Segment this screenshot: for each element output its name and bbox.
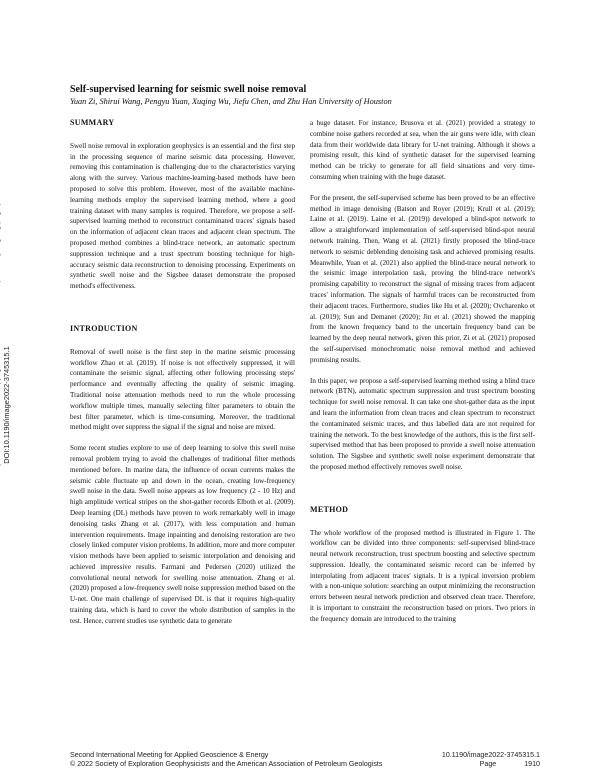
page-indicator	[480, 760, 540, 769]
intro-paragraph-2: Some recent studies explore to use of deep learning to solve this swell noise removal problem trying to avoid the challenges of traditional filter methods mentioned before. In marine data, the influence of ocean currents makes the seismic cable fluctuate up and down in the ocean, creating low-frequency swell noise in the data. Swell noise appears as low frequency (2 - 10 Hz) and high amplitude vertical stripes on the shot-gather records Elboth et al. (2009). Deep learning (DL) methods have proven to work remarkably well in image denoising tasks Zhang et al. (2017), with less computation and human intervention requirements. Image inpainting and denoising restoration are two closely linked computer vision problems. In addition, more and more computer vision methods have been applied to seismic interpolation and denoising and achieved impressive results. Farmani and Pedersen (2020) utilized the convolutional neural network for swelling noise attenuation. Zhang et al. (2020) proposed a low-frequency swell noise suppression method based on the U-net. One main challenge of supervised DL is that it requires high-quality training data, which is hard to cover the whole distribution of samples in the test. Hence, current studies use synthetic data to generate	[70, 444, 295, 625]
introduction-heading: INTRODUCTION	[70, 323, 138, 333]
method-heading: METHOD	[310, 504, 349, 514]
summary-heading: SUMMARY	[70, 118, 115, 127]
intro-paragraph-3: a huge dataset. For instance, Brusova et al. (2021) provided a strategy to combine noise gathers recorded at sea, when the air guns were idle, with clean data from their worldwide data library for U-net training. Although it shows a promising result, this kind of synthetic dataset for the supervised learning method can be tricky to generate for all field situations and very time-consuming when training with the huge dataset.	[310, 119, 535, 181]
intro-paragraph-1: Removal of swell noise is the first step in the marine seismic processing workflow Zhao et al. (2019). If noise is not effectively suppressed, it will contaminate the seismic signal, affecting other following processing steps' performance and eventually affecting the quality of seismic imaging. Traditional noise attenuation methods need to run the whole processing workflow multiple times, manually selecting filter parameters to obtain the best filter parameter, which is time-consuming. Moreover, the traditional method might over suppress the signal if the signal and noise are mixed.	[70, 347, 295, 432]
intro-paragraph-4: For the present, the self-supervised scheme has been proved to be an effective method in image denoising (Batson and Royer (2019); Krull et al. (2019); Laine et al. (2019). Laine et al. (2019)) developed a blind-spot network to allow a straightforward implementation of self-supervised blind-spot neural network training. Then, Wang et al. (2021) firstly proposed the blind-trace network to seismic deblending denoising task and achieved promising results. Meanwhile, Yuan et al. (2021) also applied the blind-trace neural network to the seismic image interpolation task, proving the blind-trace network's promising capability to reconstruct the signal of missing traces from adjacent traces' information. The signals of harmful traces can be reconstructed from their adjacent traces. Furthermore, studies like Hu et al. (2020); Ovcharenko et al. (2019); Sun and Demanet (2020); Jin et al. (2021) showed the mapping from the known frequency band to the uncertain frequency band can be learned by the deep neural network, given this prior, Zi et al. (2021) proposed the self-supervised monochromatic noise removal method and achieved promising results.	[310, 193, 535, 364]
sidebar-doi: DOI:10.1190/image2022-3745315.1	[2, 346, 11, 464]
intro-paragraph-5: In this paper, we propose a self-supervised learning method using a blind trace network (BTN), automatic spectrum suppression and trust spectrum boosting technique for swell noise removal. It can take one shot-gather data as the input and learn the information from clean traces and clean spectrum to reconstruct the contaminated seismic traces, and thus labelled data are not required for training the network. To the best knowledge of the authors, this is the first self-supervised method that has been proposed to provide a swell noise attenuation solution. The Sigsbee and synthetic swell noise experiment demonstrate that the proposed method effectively removes swell noise.	[310, 376, 535, 471]
page-label: Page	[479, 760, 497, 768]
right-column	[310, 118, 535, 625]
page-number: 1910	[524, 760, 540, 768]
summary-paragraph: Swell noise removal in exploration geophysics is an essential and the first step in the processing sequence of marine seismic data processing. However, removing this contamination is challenging due to the characteristics varying along with the survey. Various machine-learning-based methods have been proposed to solve this problem. However, most of the available machine-learning methods employ the supervised learning method, where a good training dataset with many samples is required. Therefore, we propose a self-supervised learning method to reconstruct contaminated traces' signals based on the information of adjacent clean traces and adjacent clean spectrum. The proposed method combines a blind-trace network, an automatic spectrum suppression technique and a trust spectrum boosting technique for high-accuracy seismic data reconstruction to denoising processing. Experiments on synthetic swell noise and the Sigsbee dataset demonstrate the proposed method's effectiveness.	[70, 141, 295, 291]
footer-doi: 10.1190/image2022-3745315.1	[441, 751, 540, 759]
download-sidebar	[0, 50, 22, 760]
method-paragraph-1: The whole workflow of the proposed method is illustrated in Figure 1. The workflow can be divided into three components: self-supervised blind-trace neural network reconstruction, trust spectrum boosting and selective spectrum suppression. Ideally, the contaminated seismic record can be inferred by interpolating from adjacent traces' signals. It is a typical inversion problem with a non-unique solution: searching an output minimizing the reconstruction errors between neural network prediction and observed clean trace. Therefore, it is important to constraint the reconstruction based on priors. Two priors in the frequency domain are introduced to the training	[310, 528, 535, 623]
meeting-name: Second International Meeting for Applied Geoscience & Energy	[70, 751, 269, 759]
page-footer	[70, 751, 540, 769]
copyright-notice: © 2022 Society of Exploration Geophysicists and the American Association of Petroleum Geologists	[70, 760, 383, 768]
left-column	[70, 118, 295, 627]
paper-title: Self-supervised learning for seismic swell noise removal	[70, 84, 307, 95]
paper-authors: Yuan Zi, Shirui Wang, Pengyu Yuan, Xuqing Wu, Jiefu Chen, and Zhu Han University of Houston	[70, 97, 392, 106]
